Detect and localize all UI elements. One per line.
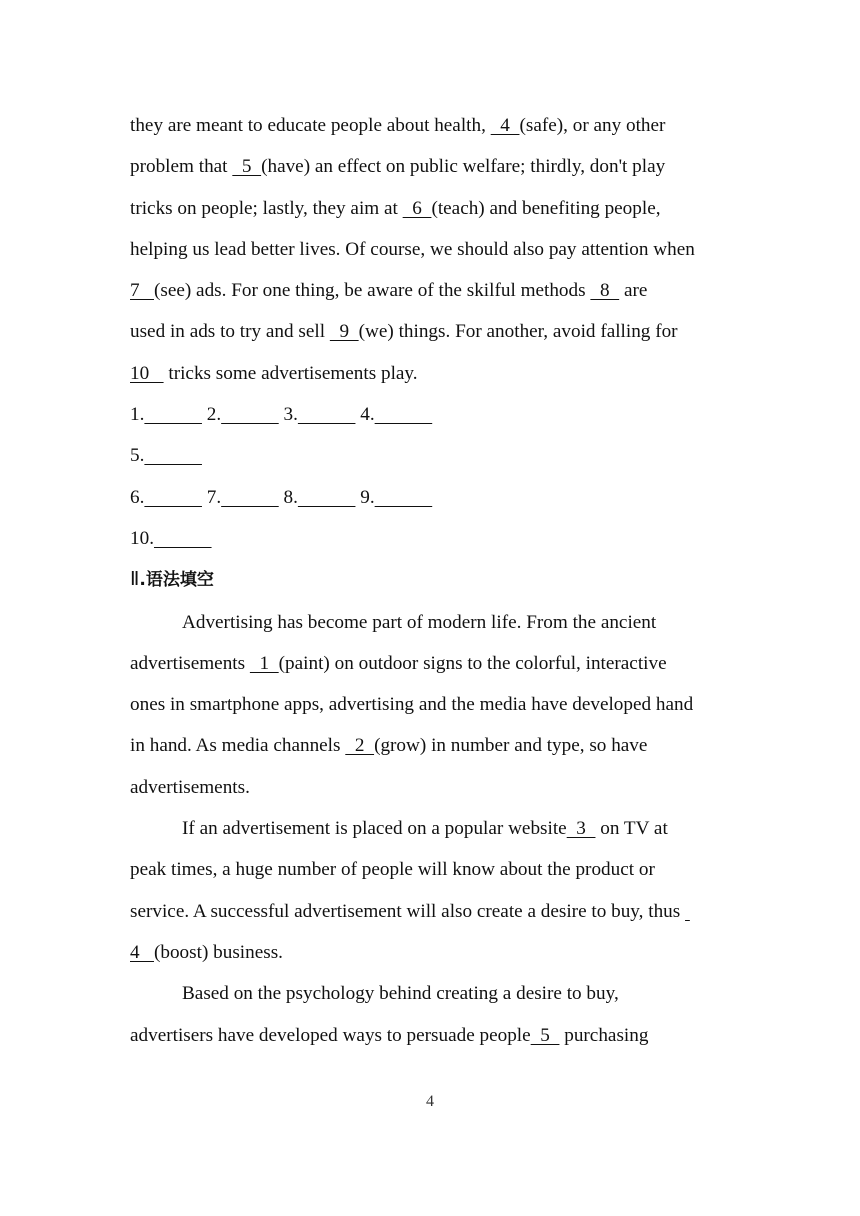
answer-row: [130, 394, 740, 435]
text-run: tricks on people; lastly, they aim at: [130, 197, 403, 219]
blank-8: 8: [590, 280, 620, 302]
text-run: in hand. As media channels: [130, 735, 346, 757]
text-run: advertisements: [130, 652, 250, 674]
text-run: If an advertisement is placed on a popular website: [182, 818, 567, 840]
text-run: purchasing: [559, 1024, 649, 1046]
text-run: service. A successful advertisement will also create a desire to buy, thus: [130, 900, 686, 922]
answer-blank[interactable]: [154, 528, 212, 549]
passage-line: [130, 849, 740, 890]
answer-blank[interactable]: [375, 404, 433, 425]
section-heading: [130, 559, 740, 601]
blank-4: 4: [130, 941, 154, 963]
answer-label: 4.: [360, 404, 375, 426]
blank-2: 2: [345, 735, 375, 757]
passage-line: [130, 725, 740, 766]
text-run: (safe), or any other: [519, 115, 666, 136]
answer-label: 1.: [130, 404, 145, 426]
text-run: (boost) business.: [153, 941, 283, 963]
passage-line: [130, 353, 740, 394]
text-run: (paint) on outdoor signs to the colorful, interactive: [278, 652, 667, 674]
passage-line: [130, 684, 740, 725]
answer-blank[interactable]: [221, 487, 279, 508]
text-run: used in ads to try and sell: [130, 321, 330, 343]
passage-line: [130, 932, 740, 973]
section-title: .语法填空: [139, 570, 214, 591]
passage-line: [130, 105, 740, 146]
answer-label: 7.: [206, 486, 222, 508]
text-run: Advertising has become part of modern life. From the ancient: [182, 611, 657, 633]
passage-line: [130, 808, 740, 849]
text-run: (see) ads. For one thing, be aware of the skilful methods: [153, 280, 591, 302]
answer-blank[interactable]: [298, 404, 356, 425]
page-number: 4: [426, 1093, 434, 1110]
answer-blank[interactable]: [375, 487, 433, 508]
blank-10: 10: [130, 362, 164, 384]
answer-label: 2.: [206, 404, 222, 426]
text-run: peak times, a huge number of people will know about the product or: [130, 859, 655, 881]
answer-blank[interactable]: [144, 445, 202, 466]
answer-row: [130, 518, 740, 559]
document-content: [130, 105, 740, 1056]
text-run: (grow) in number and type, so have: [374, 735, 648, 757]
text-run: on TV at: [595, 818, 668, 840]
answer-row: [130, 435, 740, 476]
blank-4: 4: [490, 115, 520, 136]
blank-7: 7: [130, 280, 154, 302]
text-run: problem that: [130, 156, 233, 178]
text-run: (we) things. For another, avoid falling for: [358, 321, 678, 343]
passage-line: [130, 643, 740, 684]
blank-9: 9: [329, 321, 359, 343]
passage-line: [130, 767, 740, 808]
text-run: helping us lead better lives. Of course, we should also pay attention when: [130, 238, 695, 260]
text-run: they are meant to educate people about health,: [130, 115, 491, 136]
answer-label: 3.: [283, 404, 298, 426]
passage-line: [130, 270, 740, 311]
blank-5: 5: [530, 1024, 560, 1046]
text-run: advertisers have developed ways to persuade people: [130, 1024, 531, 1046]
passage-line: [130, 602, 740, 643]
passage-line: [130, 891, 740, 932]
blank-4-start: [685, 901, 690, 922]
text-run: tricks some advertisements play.: [163, 362, 418, 384]
passage-line: [130, 973, 740, 1014]
answer-label: 6.: [130, 486, 145, 508]
answer-label: 5.: [130, 445, 145, 467]
section-numeral: Ⅱ: [130, 569, 140, 591]
passage-line: [130, 229, 740, 270]
answer-blank[interactable]: [144, 487, 202, 508]
text-run: are: [619, 280, 648, 302]
answer-label: 9.: [360, 486, 375, 508]
blank-5: 5: [232, 156, 262, 178]
blank-6: 6: [402, 197, 432, 219]
answer-blank[interactable]: [144, 404, 202, 425]
answer-label: 8.: [283, 486, 298, 508]
blank-1: 1: [249, 652, 279, 674]
answer-blank[interactable]: [221, 404, 279, 425]
text-run: (have) an effect on public welfare; thirdly, don't play: [261, 156, 666, 178]
answer-blank[interactable]: [298, 487, 356, 508]
passage-line: [130, 311, 740, 352]
passage-line: [130, 1015, 740, 1056]
text-run: Based on the psychology behind creating a desire to buy,: [182, 983, 619, 1005]
answer-label: 10.: [130, 527, 154, 549]
text-run: (teach) and benefiting people,: [431, 197, 661, 219]
blank-3: 3: [566, 818, 596, 840]
passage-line: [130, 146, 740, 187]
text-run: ones in smartphone apps, advertising and the media have developed hand: [130, 694, 694, 716]
text-run: advertisements.: [130, 776, 250, 798]
answer-row: [130, 477, 740, 518]
passage-line: [130, 188, 740, 229]
